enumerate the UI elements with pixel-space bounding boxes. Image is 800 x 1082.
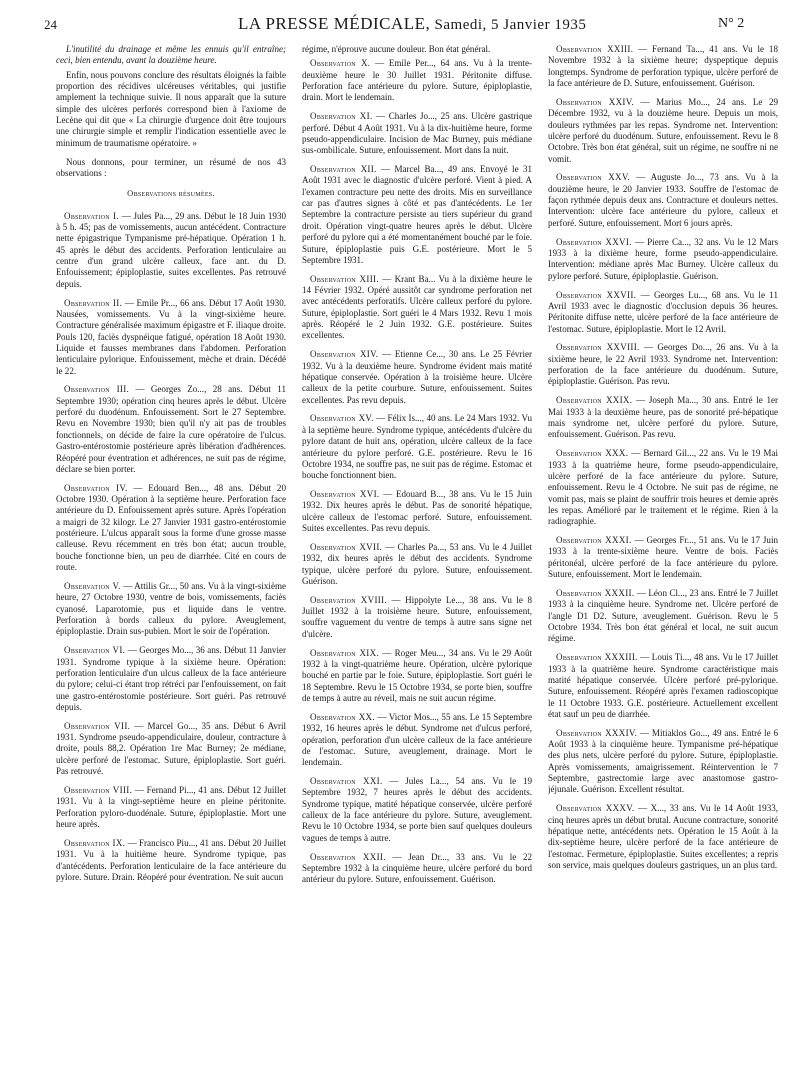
observation-entry [56,384,286,475]
observation-entry [302,489,532,534]
observation-text: — Emile Per..., 64 ans. Vu à la trente-deuxième heure le 30 Juillet 1931. Péritonite diffuse. Perforation face antérieure du pylore. Suture, épiploplastie, drain. Mort le lendemain. [302,58,532,103]
observation-entry [548,342,778,387]
observation-text: — Georges Fr..., 51 ans. Vu le 17 Juin 1933 à la trente-sixième heure. Ventre de bois. Faciès péritonéal, ulcère perforé de la face antérieure du pylore. Suture, enfouissement. Mort le lendemain. [548,535,778,580]
observation-heading: Observation XIV. [310,349,379,360]
observation-entry [302,542,532,587]
continuation-text: régime, n'éprouve aucune douleur. Bon état général. [302,44,491,54]
observation-text: — Félix Is..., 40 ans. Le 24 Mars 1932. Vu à la septième heure. Syndrome typique, antécédents d'ulcère du pylore datant de huit ans, opération, ulcère calleux de la face antérieure du pylore perforé. G.E. postérieure. Revu le 16 Octobre 1934, ne souffre pas, ne suit pas de régime. Estomac et bouche fonctionnent bien. [302,413,532,481]
observation-text: — Fernand Pi..., 41 ans. Début 12 Juillet 1931. Vu à la vingt-septième heure en pleine péritonite. Perforation pyloro-duodénale. Suture, épiploplastie. Mort une heure après. [56,784,286,829]
observation-text: — Roger Meu..., 34 ans. Vu le 29 Août 1932 à la vingt-quatrième heure. Opération, ulcère pylorique bouché en partie par le foie. Suture, épiploplastie. Sort guéri le 18 Septembre. Revu le 15 Octobre 1934, se porte bien, souffre de temps à autre au réveil, mais ne suit aucun régime. [302,647,532,704]
observation-text: — Edouard B..., 38 ans. Vu le 15 Juin 1932. Dix heures après le début. Pas de sonorité hépatique, ulcère calleux de l'estomac perforé. Suture, enfouissement. Suites excellentes. Pas revu depuis. [302,489,532,534]
observation-entry [56,838,286,883]
observation-entry [302,712,532,769]
observation-entry [548,290,778,335]
observation-entry [302,164,532,266]
observation-heading: Observation III. [64,384,130,395]
observation-heading: Observation IV. [64,482,128,493]
observation-entry [548,44,778,89]
observation-heading: Observation XXIX. [556,395,633,406]
observation-text: — Georges Zo..., 28 ans. Début 11 Septembre 1930; opération cinq heures après le début. Ulcère perforé du duodénum. Enfouissement. Sort le 27 Septembre. Revu en Novembre 1930; bien qu'il n'y ait pas de troubles fonctionnels, on décide de faire la cure opératoire de l'ulcus. Gastro-entérostomie postérieure après libération d'adhérences. Réopéré pour éventration et adhérences, ne suit pas de régime, déclare se bien porter. [56,384,286,474]
observation-text: — Francisco Piu..., 41 ans. Début 20 Juillet 1931. Vu à la huitième heure. Syndrome typique, pas d'antécédents. Perforation lenticulaire de la face antérieure du pylore. Suture. Drain. Réopéré pour éventration. Ne suit aucun [56,837,286,882]
observation-heading: Observation XVIII. [310,594,387,605]
journal-title: LA PRESSE MÉDICALE, [238,14,431,33]
issue-number: N° 2 [718,16,745,31]
observation-entry [548,395,778,440]
observation-heading: Observation XXVIII. [556,342,640,353]
observation-text: — Jules La..., 54 ans. Vu le 19 Septembre 1932, 7 heures après le début des accidents. Syndrome typique, matité hépatique conservée, ulcère perforé calleux de la face antérieure du pylore. Suture, aveuglement. Revu le 10 Octobre 1934, se porte bien sauf quelques douleurs vagues de temps à autre. [302,776,532,843]
observation-entry [302,349,532,406]
observation-heading: Observation XIX. [310,647,380,658]
observation-text: — Mitiaklos Go..., 49 ans. Entré le 6 Août 1933 à la cinquième heure. Tympanisme pré-hépatique des plus nets, ulcère perforé du pylore. Suture, épiploplastie. Après vomissements, amaigrissement. Réintervention le 7 Septembre, gastrectomie large avec anastomose gastro-jéjunale. Guérison. Excellent résultat. [548,727,778,795]
observation-entry [302,595,532,640]
observation-heading: Observation XVI. [310,489,380,500]
issue-date: Samedi, 5 Janvier 1935 [434,17,587,33]
observation-entry [302,274,532,342]
observation-text: — Emile Pr..., 66 ans. Début 17 Août 1930. Nausées, vomissements. Vu à la vingt-sixième heure. Contracture généralisée maximum épigastre et F. iliaque droite. Pouls 120, faciès dyspnéique fatigué, opération 18 Août 1930. Liquide et fausses membranes dans l'abdomen. Perforation lenticulaire pylorique. Enfouissement, mèche et drain. Décédé le 22. [56,297,286,376]
observation-entry [548,588,778,645]
observation-entry [56,785,286,830]
observation-heading: Observation XXVI. [556,236,632,247]
observation-heading: Observation VIII. [64,784,133,795]
observation-text: — Georges Do..., 26 ans. Vu à la sixième heure, le 22 Avril 1933. Syndrome net. Intervention: perforation de la face antérieure du duodénum. Suture, épiploplastie. Guérison. Pas revu. [548,342,778,387]
observation-entry [302,413,532,481]
column-3 [548,44,778,1074]
observation-heading: Observation XXXV. [556,803,635,814]
observation-heading: Observation VI. [64,645,126,656]
observation-heading: Observation XXXII. [556,587,635,598]
observation-entry [302,648,532,705]
observation-text: — Bernard Gil..., 22 ans. Vu le 19 Mai 1933 à la quatrième heure, forme pseudo-appendiculaire, ulcère perforé de la face antérieure du pylore. Suture, enfouissement. Revu le 4 Octobre. Ne suit pas de régime, ne vomit pas, mais se plaint de souffrir trois heures et demie après les repas. Amélioré par le traitement et le régime. Rien à la radiographie. [548,448,778,527]
observation-text: — Charles Jo..., 25 ans. Ulcère gastrique perforé. Début 4 Août 1931. Vu à la dix-huitième heure, forme pseudo-appendiculaire. Incision de Mac Burney, puis médiane sus-ombilicale. Suture, enfouissement. Mort dans la nuit. [302,111,532,156]
observation-heading: Observation XVII. [310,541,383,552]
section-title: Observations résumées. [127,188,215,199]
observation-entry [56,483,286,574]
observation-heading: Observation XXXIII. [556,652,638,663]
observation-text: — Joseph Ma..., 30 ans. Entré le 1er Mai 1933 à la deuxième heure, pas de sonorité pré-hépatique mais syndrome net, ulcère perforé du pylore. Suture, enfouissement. Guérison. Pas revu. [548,395,778,440]
summary-intro: Nous donnons, pour terminer, un résumé de nos 43 observations : [56,156,286,178]
observation-heading: Observation XIII. [310,273,379,284]
observation-entry [548,237,778,282]
observation-text: — Pierre Ca..., 32 ans. Vu le 12 Mars 1933 à la dixième heure, forme pseudo-appendiculaire. Intervention: médiane après Mac Burney. Ulcère calleux du pylore perforé. Suture, épiploplastie. Guérison. [548,236,778,281]
observation-heading: Observation XXIV. [556,96,634,107]
observation-entry [548,728,778,796]
observation-entry [56,298,286,377]
column-2 [302,44,532,1074]
observation-text: — Marcel Ba..., 49 ans. Envoyé le 31 Août 1931 avec le diagnostic d'ulcère perforé. Vient à pied. A l'examen contracture peu nette des droits. Mis en surveillance car pas d'autres signes à côté et pas d'antécédents. Le 1er Septembre la contracture persiste au tiers supérieur du grand droit. Opération vingt-quatre heures après le début. Ulcère perforé du pylore qui a été momentanément bouché par le foie. Suture, épiploplastie puis G.E. postérieure. Mort le 5 Septembre 1931. [302,164,532,265]
observation-heading: Observation XXX. [556,448,629,459]
page-number: 24 [44,17,57,32]
observation-heading: Observation I. [64,210,119,221]
observation-heading: Observation XXXI. [556,535,632,546]
observation-entry [548,97,778,165]
observation-entry [548,172,778,229]
observation-text: — Louis Ti..., 48 ans. Vu le 17 Juillet 1933 à la quatrième heure. Syndrome caractéristique mais matité hépatique conservée. Ulcère perforé pré-pylorique. Suture, enfouissement. Réopéré après l'examen radioscopique le 11 Octobre 1933. G.E. postérieure. Actuellement excellent état sauf un peu de diarrhée. [548,652,778,719]
observation-text: — Krant Ba... Vu à la dixième heure le 14 Février 1932. Opéré aussitôt car syndrome perforation net avec antécédents perforatifs. Ulcère calleux perforé du pylore. Suture, épiploplastie. Sort guéri le 4 Mars 1932. Revu 1 mois après. Réopéré le 2 Juin 1932. G.E. postérieure. Suites excellentes. [302,273,532,341]
observation-heading: Observation II. [64,297,123,308]
observation-entry [56,211,286,290]
observation-text: — Victor Mos..., 55 ans. Le 15 Septembre 1932, 16 heures après le début. Syndrome net d'ulcus perforé, opération, perforation d'un ulcère calleux de la face antérieure de l'estomac. Suture, aveuglement, drainage. Mort le lendemain. [302,711,532,768]
observation-entry [302,111,532,156]
observation-text: — Georges Mo..., 36 ans. Début 11 Janvier 1931. Syndrome typique à la sixième heure. Opération: perforation lenticulaire d'un ulcus calleux de la face antérieure du pylore; celui-ci étant trop rétréci par l'enfouissement, on fait une gastro-entérostomie postérieure. Sort guéri. Pas retrouvé depuis. [56,645,286,712]
observation-heading: Observation XV. [310,413,374,424]
page-header [0,0,800,38]
observation-heading: Observation XXV. [556,172,631,183]
observation-text: — Fernand Ta..., 41 ans. Vu le 18 Novembre 1932 à la sixième heure; dyspeptique depuis longtemps. Syndrome de perforation typique, ulcère perforé de la face antérieure de D. Suture, enfouissement. Guérison. [548,44,778,89]
conclusion-paragraph: Enfin, nous pouvons conclure des résultats éloignés la faible proportion des récidives ulcéreuses véritables, qui justifie amplement la technique suivie. Il nous apparaît que la suture simple des ulcères perforés correspond bien à l'axiome de Lecène qui dit que « La chirurgie d'urgence doit être toujours une chirurgie simple et remplir l'indication essentielle avec le minimum de traumatisme opératoire. » [56,69,286,148]
observation-heading: Observation IX. [64,837,126,848]
observation-heading: Observation X. [310,58,371,69]
observation-text: — Léon Cl..., 23 ans. Entré le 7 Juillet 1933 à la cinquième heure. Syndrome net. Ulcère perforé de l'angle D1 D2. Suture, aveuglement. Guérison. Revu le 5 Octobre 1934. Très bon état général et local, ne suit aucun régime. [548,587,778,644]
observation-heading: Observation XXI. [310,776,383,787]
observation-entry [56,581,286,638]
observation-entry [302,58,532,103]
observation-text: — Jean Dr..., 33 ans. Vu le 22 Septembre 1932 à la cinquième heure, ulcère perforé du bord antérieur du pylore. Suture, enfouissement. Guérison. [302,851,532,885]
column-1 [56,44,286,1074]
observation-entry [56,645,286,713]
observation-heading: Observation XXIII. [556,44,634,54]
article-body [56,44,778,1074]
observation-heading: Observation XXVII. [556,289,637,300]
observation-entry [548,535,778,580]
observation-heading: Observation VII. [64,720,131,731]
observation-entry [548,803,778,871]
observation-entry [302,852,532,886]
observation-heading: Observation XXXIV. [556,727,638,738]
intro-quote: L'inutilité du drainage et même les ennuis qu'il entraîne; ceci, bien entendu, avant la douzième heure. [56,44,286,66]
observation-text: — Etienne Ce..., 30 ans. Le 25 Février 1932. Vu à la deuxième heure. Syndrome évident mais matité hépatique conservée. Opération à la troisième heure. Ulcère calleux de la petite courbure. Suture, enfouissement. Suites excellentes. Pas revu depuis. [302,349,532,405]
observation-text: — Jules Pa..., 29 ans. Début le 18 Juin 1930 à 5 h. 45; pas de vomissements, aucun antécédent. Contracture nette épigastrique Tympanisme pré-hépatique. Opération 1 h. 45 après le début des accidents. Perforation lenticulaire au centre d'un grand ulcère calleux, face ant. du D. Enfouissement; épiploplastie, suites excellentes. Pas retrouvé depuis. [56,210,286,289]
journal-header [238,14,586,34]
observation-text: — Attilis Gr..., 50 ans. Vu à la vingt-sixième heure, 27 Octobre 1930, ventre de bois, vomissements, faciès cyanosé. Laparotomie, pus et liquide dans le ventre. Perforation à bords calleux du pylore. Aveuglement, épiploplastie. Drain sus-pubien. Mort le soir de l'opération. [56,580,286,637]
observation-text: — X..., 33 ans. Vu le 14 Août 1933, cinq heures après un début brutal. Aucune contracture, sonorité hépatique nette, antécédents nets. Opération le 15 Août à la dix-septième heure, ulcère perforé de la face antérieure de l'estomac. Fermeture, épiploplastie. Suites excellentes; a repris son service, mais quelques douleurs gastriques, un an plus tard. [548,803,778,870]
observation-entry [302,776,532,844]
observation-heading: Observation XX. [310,711,375,722]
observation-heading: Observation XI. [310,111,373,122]
observation-entry [56,721,286,778]
observation-text: — Edouard Ben..., 48 ans. Début 20 Octobre 1930. Opération à la septième heure. Perforation face antérieure du D. Enfouissement après suture. Après l'opération a maigri de 32 kilogr. Le 27 Janvier 1931 gastro-entérostomie postérieure. L'ulcus apparaît sous la forme d'une grosse masse calleuse. Revu récemment en très bon état; aucun trouble, bouche fonctionne bien, un peu de diarrhée. Cité en cours de route. [56,482,286,573]
observation-text: — Marcel Go..., 35 ans. Début 6 Avril 1931. Syndrome pseudo-appendiculaire, douleur, contracture à droite, pouls 88,2. Opération 1re Mac Burney; 2e médiane, ulcère perforé de l'estomac. Suture, épiploplastie. Sort guéri. Pas retrouvé. [56,720,286,777]
observation-text: — Marius Mo..., 24 ans. Le 29 Décembre 1932, vu à la douzième heure. Depuis un mois, douleurs rythmées par les repas. Syndrome net. Intervention: ulcère perforé du duodénum. Suture, enfouissement. Revu le 8 Octobre. Très bon état général, suit un régime, ne souffre ni ne vomit. [548,96,778,164]
observation-heading: Observation V. [64,580,121,591]
observation-heading: Observation XII. [310,164,377,175]
observation-heading: Observation XXII. [310,851,386,862]
observation-text: — Charles Pa..., 53 ans. Vu le 4 Juillet 1932, dix heures après le début des accidents. Syndrome typique, ulcère perforé du pylore. Suture, enfouissement. Guérison. [302,541,532,586]
observation-entry [548,448,778,527]
observation-entry [548,652,778,720]
observation-text: — Hippolyte Le..., 38 ans. Vu le 8 Juillet 1932 à la troisième heure. Suture, enfouissement, souffre vaguement du ventre de temps à autre sans signe net d'ulcère. [302,594,532,639]
observation-text: — Auguste Jo..., 73 ans. Vu à la douzième heure, le 20 Janvier 1933. Souffre de l'estomac de façon rythmée depuis deux ans. Contracture et douleurs nettes. Intervention: ulcère face antérieure du pylore, calleux et perforé. Suture, enfouissement. Mort 6 jours après. [548,172,778,228]
observation-text: — Georges Lu..., 68 ans. Vu le 11 Avril 1933 avec le diagnostic d'occlusion depuis 36 heures. Péritonite diffuse nette, ulcère perforé de la face antérieure de l'estomac. Suture, épiploplastie. Mort le 12 Avril. [548,289,778,334]
